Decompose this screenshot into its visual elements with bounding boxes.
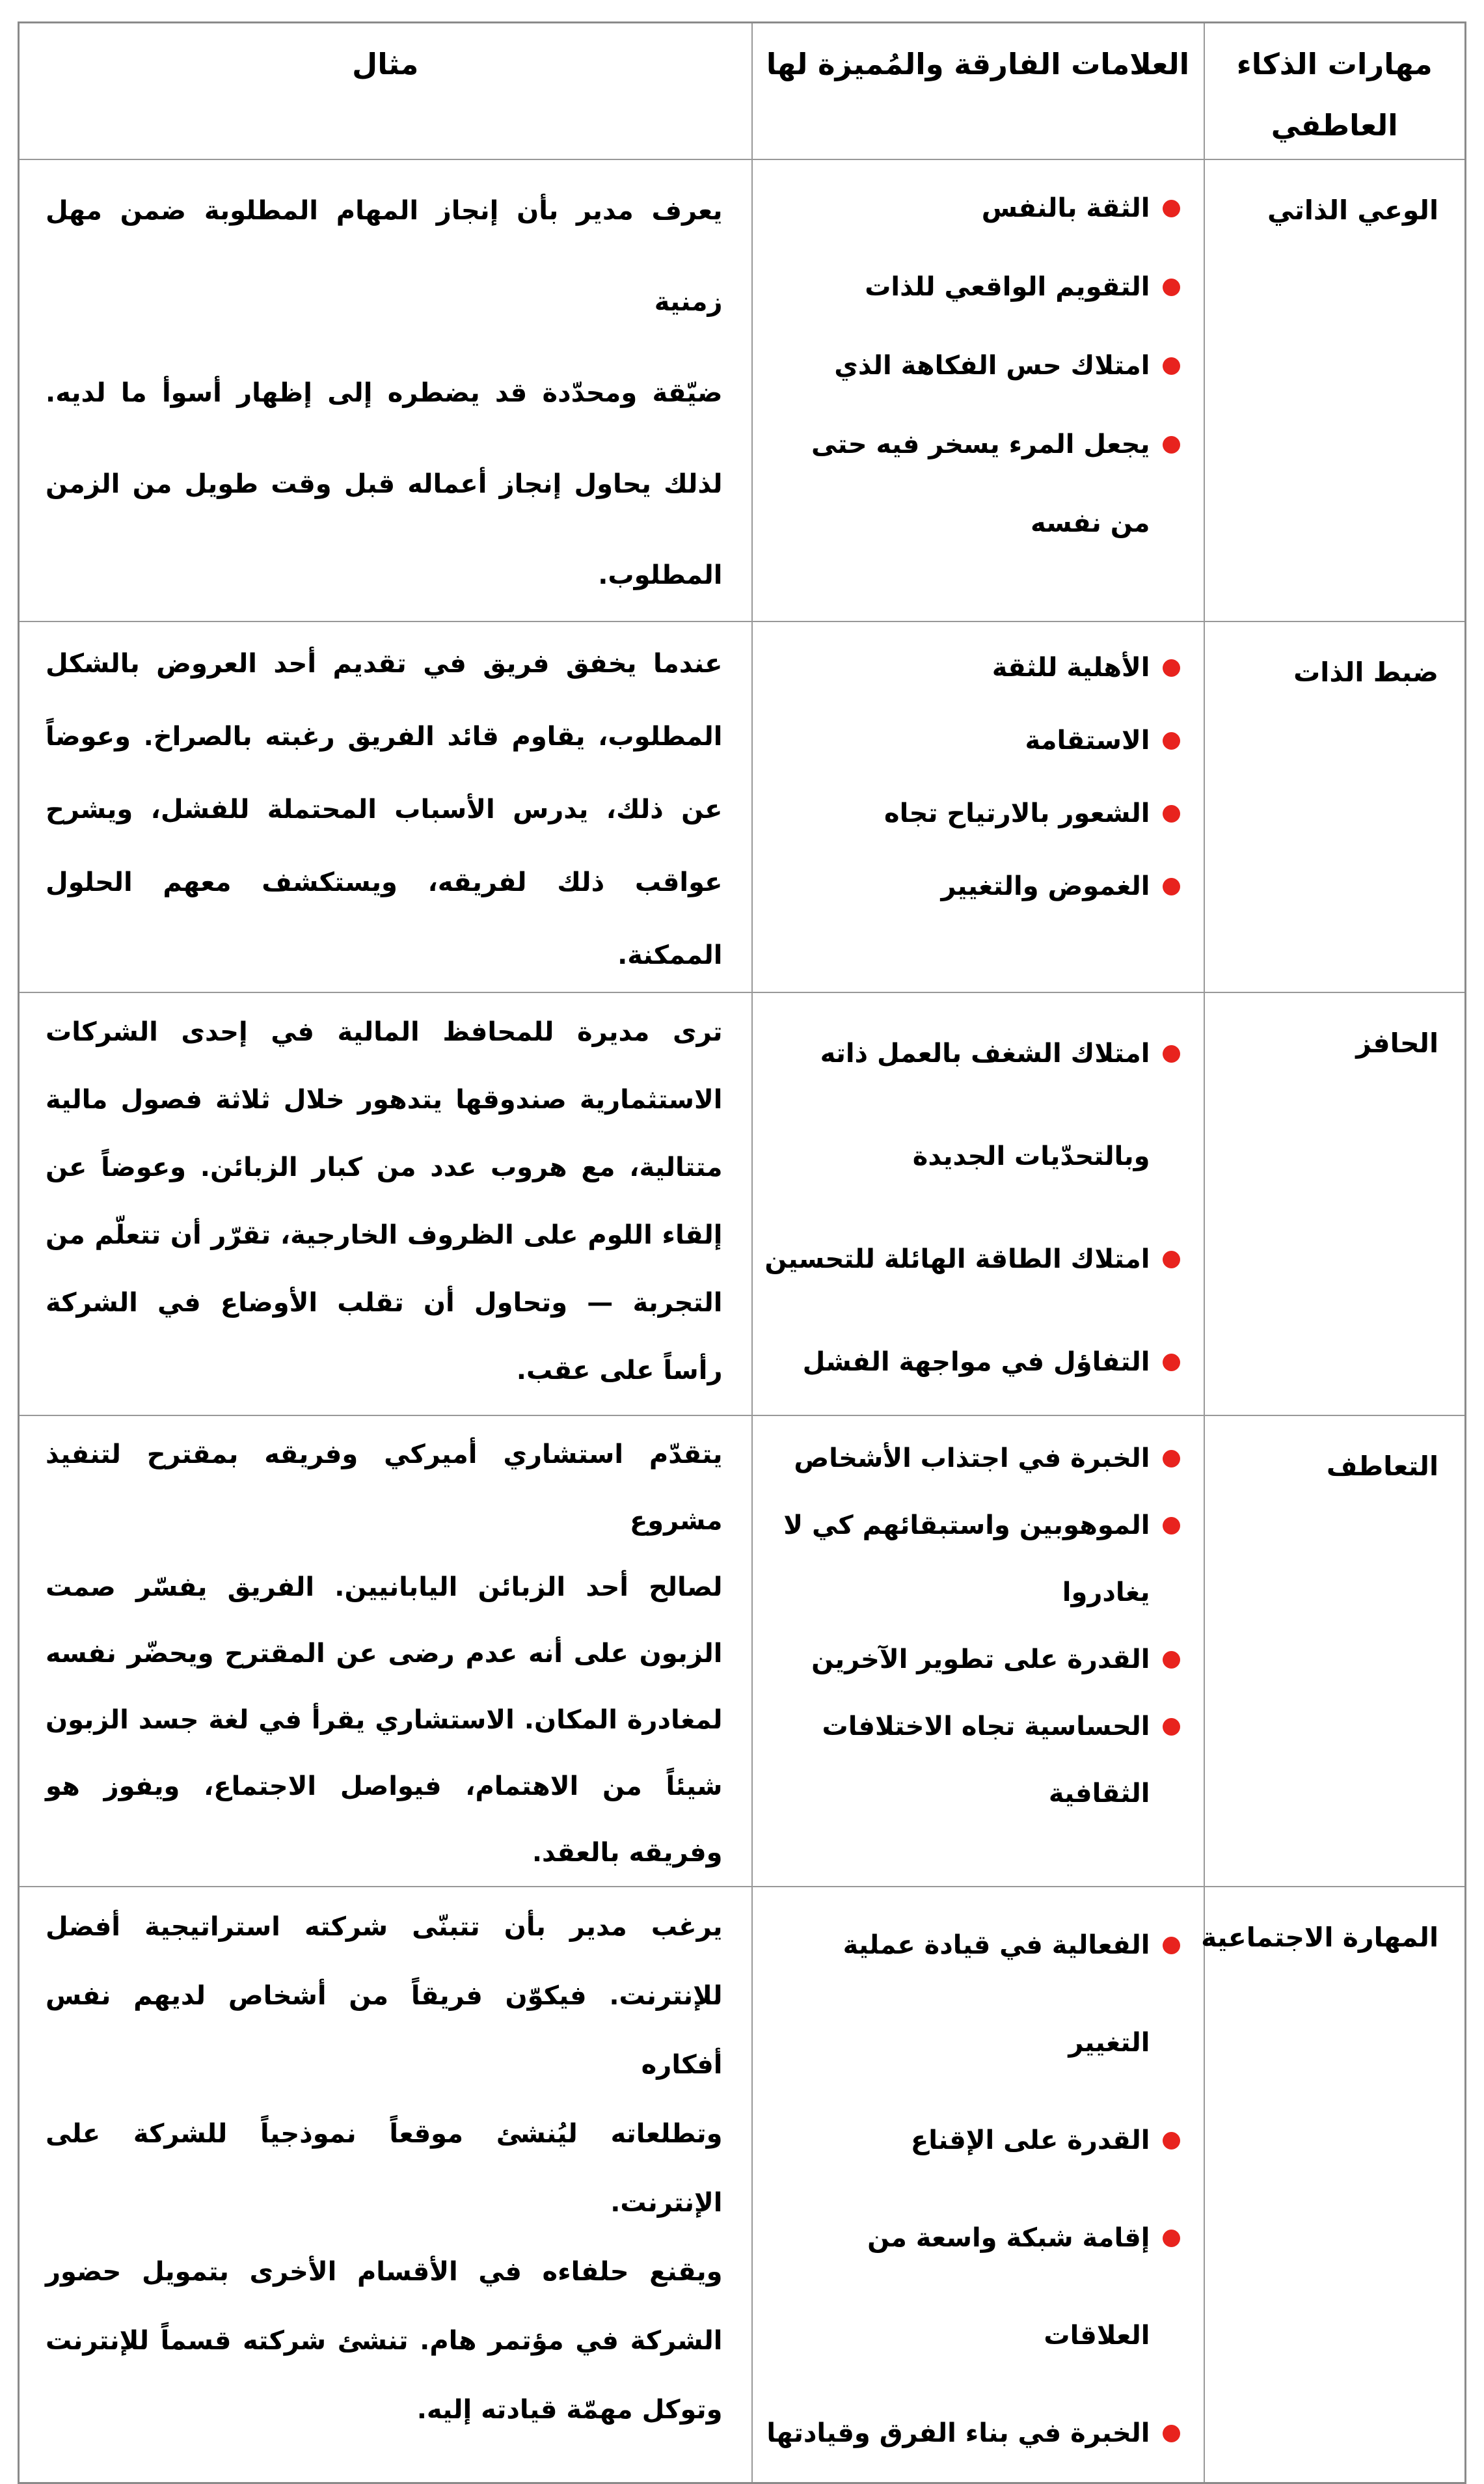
example-line: وتطلعاته ليُنشئ موقعاً نموذجياً للشركة على الإنترنت. [46, 2118, 723, 2218]
sign-item [764, 1559, 1181, 1626]
example-line: شيئاً من الاهتمام، فيواصل الاجتماع، ويفوز هو [46, 1771, 723, 1801]
skill-label: المهارة الاجتماعية [1201, 1921, 1438, 1953]
bullet-dot-icon [1163, 1517, 1180, 1535]
sign-item [764, 327, 1181, 405]
example-line: وتوكل مهمّة قيادته إليه. [416, 2394, 723, 2425]
example-cell [19, 1887, 752, 2483]
example-line: للإنترنت. فيكوّن فريقاً من أشخاص لديهم نفس أفكاره [46, 1980, 723, 2080]
bullet-dot-icon [1163, 436, 1180, 454]
sign-text: الشعور بالارتياح تجاه [884, 798, 1150, 828]
sign-text: القدرة على الإقناع [910, 2125, 1150, 2155]
skill-label: الحافز [1356, 1027, 1438, 1059]
sign-text: امتلاك الطاقة الهائلة للتحسين [764, 1244, 1150, 1274]
bullet-dot-icon [1163, 2132, 1180, 2150]
sign-text: الخبرة في اجتذاب الأشخاص [794, 1443, 1150, 1473]
example-line: ترى مديرة للمحافظ المالية في إحدى الشركات [46, 1017, 723, 1047]
example-line: المطلوب. [598, 560, 723, 590]
bullet-dot-icon [1163, 2425, 1180, 2442]
bullet-dot-icon [1163, 1354, 1180, 1371]
example-cell [19, 1415, 752, 1887]
sign-item [764, 2384, 1181, 2482]
signs-cell [752, 621, 1204, 992]
sign-item [764, 777, 1181, 850]
signs-cell [752, 992, 1204, 1415]
table-row [19, 159, 1466, 621]
table-header [19, 23, 1466, 159]
sign-text: الثقة بالنفس [981, 193, 1150, 223]
skill-cell [1204, 1415, 1466, 1887]
sign-item [764, 1760, 1181, 1827]
skill-label: الوعي الذاتي [1267, 194, 1438, 226]
sign-item [764, 1208, 1181, 1311]
sign-text: الثقافية [1048, 1778, 1150, 1808]
bullet-dot-icon [1163, 878, 1180, 895]
table-row [19, 992, 1466, 1415]
example-line: عندما يخفق فريق في تقديم أحد العروض بالشكل [46, 648, 723, 679]
example-line: ويقنع حلفاءه في الأقسام الأخرى بتمويل حضور [46, 2256, 723, 2287]
sign-text: امتلاك الشغف بالعمل ذاته [820, 1038, 1150, 1069]
sign-item [764, 1425, 1181, 1492]
example-line: لذلك يحاول إنجاز أعماله قبل وقت طويل من الزمن [46, 469, 723, 499]
sign-item [764, 484, 1181, 563]
sign-text: إقامة شبكة واسعة من العلاقات [867, 2222, 1150, 2351]
sign-text: الفعالية في قيادة عملية التغيير [843, 1930, 1150, 2058]
skill-cell [1204, 159, 1466, 621]
sign-text: يجعل المرء يسخر فيه حتى [811, 429, 1150, 459]
sign-text: الموهوبين واستبقائهم كي لا [783, 1510, 1150, 1540]
example-line: الشركة في مؤتمر هام. تنشئ شركته قسماً للإنترنت [46, 2325, 723, 2356]
example-line: يعرف مدير بأن إنجاز المهام المطلوبة ضمن مهل زمنية [46, 195, 723, 317]
sign-text: الحساسية تجاه الاختلافات [822, 1711, 1150, 1741]
bullet-dot-icon [1163, 659, 1180, 677]
example-line: إلقاء اللوم على الظروف الخارجية، تقرّر أن تتعلّم من [46, 1220, 723, 1250]
sign-item [764, 631, 1181, 704]
signs-cell [752, 1887, 1204, 2483]
bullet-dot-icon [1163, 1937, 1180, 1954]
bullet-dot-icon [1163, 279, 1180, 296]
sign-item [764, 1311, 1181, 1413]
emotional-intelligence-table [18, 21, 1466, 2484]
sign-item [764, 1896, 1181, 2092]
bullet-dot-icon [1163, 357, 1180, 375]
skill-cell [1204, 992, 1466, 1415]
sign-text: يغادروا [1062, 1577, 1150, 1607]
sign-item [764, 1002, 1181, 1105]
bullet-dot-icon [1163, 1045, 1180, 1063]
sign-item [764, 850, 1181, 923]
bullet-dot-icon [1163, 805, 1180, 823]
example-line: عن ذلك، يدرس الأسباب المحتملة للفشل، ويشرح [46, 794, 723, 825]
signs-cell [752, 159, 1204, 621]
sign-text: وبالتحدّيات الجديدة [912, 1141, 1150, 1171]
example-line: لمغادرة المكان. الاستشاري يقرأ في لغة جسد الزبون [46, 1704, 723, 1735]
sign-text: الاستقامة [1025, 725, 1150, 756]
sign-text: الغموض والتغيير [941, 871, 1150, 901]
sign-text: امتلاك حس الفكاهة الذي [834, 350, 1150, 381]
example-line: ضيّقة ومحدّدة قد يضطره إلى إظهار أسوأ ما لديه. [46, 377, 723, 408]
sign-item [764, 1105, 1181, 1208]
sign-item [764, 1492, 1181, 1559]
example-line: رأساً على عقب. [516, 1355, 723, 1385]
skill-label: التعاطف [1326, 1450, 1438, 1482]
bullet-dot-icon [1163, 1651, 1180, 1669]
bullet-dot-icon [1163, 2230, 1180, 2247]
table-row [19, 621, 1466, 992]
example-line: لصالح أحد الزبائن اليابانيين. الفريق يفسّر صمت [46, 1572, 723, 1602]
sign-item [764, 2092, 1181, 2189]
example-cell [19, 159, 752, 621]
sign-item [764, 169, 1181, 248]
bullet-dot-icon [1163, 732, 1180, 750]
header-signs: العلامات الفارقة والمُميزة لها [752, 23, 1204, 159]
sign-item [764, 405, 1181, 484]
example-line: عواقب ذلك لفريقه، ويستكشف معهم الحلول الممكنة. [46, 867, 723, 970]
sign-item [764, 1626, 1181, 1693]
bullet-dot-icon [1163, 1251, 1180, 1268]
example-line: الزبون على أنه عدم رضى عن المقترح ويحضّر نفسه [46, 1638, 723, 1669]
example-line: متتالية، مع هروب عدد من كبار الزبائن. وعوضاً عن [46, 1152, 723, 1182]
sign-item [764, 704, 1181, 777]
sign-item [764, 2189, 1181, 2384]
sign-item [764, 248, 1181, 327]
sign-text: التقويم الواقعي للذات [865, 271, 1150, 302]
example-cell [19, 992, 752, 1415]
bullet-dot-icon [1163, 1450, 1180, 1467]
signs-cell [752, 1415, 1204, 1887]
bullet-dot-icon [1163, 1718, 1180, 1736]
table-row [19, 1415, 1466, 1887]
header-skills: مهارات الذكاء العاطفي [1204, 23, 1466, 159]
example-line: يتقدّم استشاري أميركي وفريقه بمقترح لتنفيذ مشروع [46, 1439, 723, 1536]
example-line: التجربة — وتحاول أن تقلب الأوضاع في الشركة [46, 1287, 723, 1318]
sign-text: التفاؤل في مواجهة الفشل [802, 1346, 1150, 1377]
skill-cell [1201, 1887, 1466, 2483]
sign-text: الأهلية للثقة [992, 652, 1150, 683]
example-line: يرغب مدير بأن تتبنّى شركته استراتيجية أفضل [46, 1911, 723, 1942]
sign-item [764, 1693, 1181, 1760]
sign-text: من نفسه [1031, 508, 1150, 538]
skill-label: ضبط الذات [1293, 656, 1438, 688]
header-row [19, 23, 1466, 159]
example-line: الاستثمارية صندوقها يتدهور خلال ثلاثة فصول مالية [46, 1084, 723, 1115]
sign-text: الخبرة في بناء الفرق وقيادتها [766, 2418, 1150, 2448]
header-example: مثال [19, 23, 752, 159]
skill-cell [1204, 621, 1466, 992]
example-cell [19, 621, 752, 992]
example-line: وفريقه بالعقد. [532, 1837, 723, 1868]
table-body [19, 159, 1466, 2483]
example-line: المطلوب، يقاوم قائد الفريق رغبته بالصراخ. وعوضاً [46, 721, 723, 752]
bullet-dot-icon [1163, 200, 1180, 217]
table-row [19, 1887, 1466, 2483]
sign-text: القدرة على تطوير الآخرين [811, 1644, 1150, 1674]
